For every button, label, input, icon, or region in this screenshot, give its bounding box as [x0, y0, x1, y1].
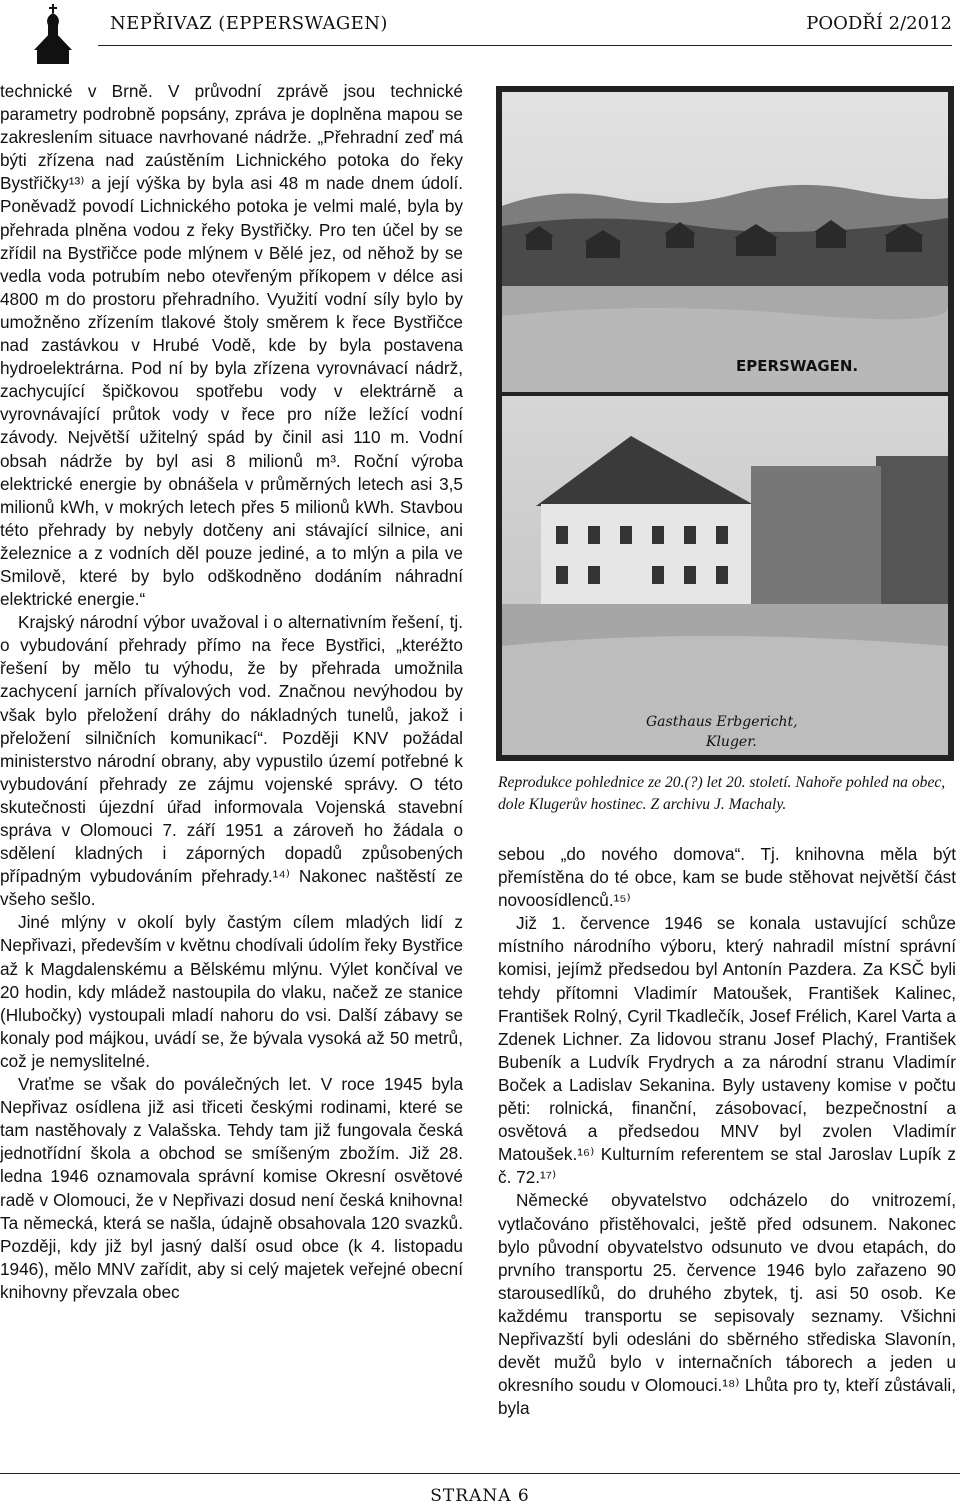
postcard-photo: [496, 86, 954, 761]
church-logo-icon: [30, 4, 76, 64]
paragraph: Vraťme se však do poválečných let. V roce 1945 byla Nepřivaz osídlena již asi třiceti českými rodinami, které se tam nastěhovaly z Valašska. Tehdy tam již fungovala česká jednotřídní škola a obchod se smíšeným zbožím. Již 28. ledna 1946 oznamovala správní komise Okresní osvětové radě v Olomouci, že v Nepřivazi dosud není česká knihovna! Ta německá, která se našla, údajně obsahovala 120 svazků. Později, kdy již byl jasný další osud obce (k 4. listopadu 1946), mělo MNV zařídit, aby si celý majetek veřejné obecní knihovny převzala obec: [0, 1074, 463, 1302]
header-title: NEPŘIVAZ (EPPERSWAGEN): [110, 13, 388, 34]
page-number: STRANA 6: [430, 1486, 530, 1506]
paragraph: sebou „do nového domova“. Tj. knihovna měla být přemístěna do té obce, kam se bude stěhovat největší část novoosídlenců.¹⁵⁾: [498, 844, 956, 911]
photo-caption: Reprodukce pohlednice ze 20.(?) let 20. století. Nahoře pohled na obec, dole Klugerův hostinec. Z archivu J. Machaly.: [498, 774, 946, 813]
header-issue: POODŘÍ 2/2012: [806, 13, 952, 34]
postcard-image: [496, 86, 954, 761]
paragraph: Jiné mlýny v okolí byly častým cílem mladých lidí z Nepřivazi, především v květnu chodívali údolím řeky Bystřice až k Magdalenskému a Bělskému mlýnu. Výlet končíval ve 20 hodin, kdy mládež nastoupila do vlaku, načež ze stanice (Hlubočky) vystoupali mladí nahoru do vsi. Další zábavy se konaly pod májkou, uvádí se, že bývala vysoká až 50 metrů, což je nemyslitelné.: [0, 912, 463, 1071]
paragraph: Německé obyvatelstvo odcházelo do vnitrozemí, vytlačováno přistěhovalci, ještě před odsunem. Nakonec bylo původní obyvatelstvo odsunuto ve dvou etapách, do prvního transportu 25. července 1946 bylo zařazeno 90 starousedlíků, do druhého zbytek, tj. asi 50 osob. Ke každému transportu se sepisovaly seznamy. Všichni Nepřivazští byli odesláni do sběrného střediska Slavonín, devět mužů bylo v internačních táborech a jeden u okresního soudu v Olomouci.¹⁸⁾ Lhůta pro ty, kteří zůstávali, byla: [498, 1190, 956, 1419]
postcard-bottom-label-1: Gasthaus Erbgericht,: [646, 714, 798, 730]
page-header: [0, 0, 960, 66]
footer-rule: [0, 1473, 960, 1474]
left-column: [0, 80, 463, 1304]
postcard-top-label: EPERSWAGEN.: [736, 357, 859, 375]
postcard-bottom-label-2: Kluger.: [706, 734, 757, 750]
paragraph: Krajský národní výbor uvažoval i o alternativním řešení, tj. o vybudování přehrady přímo na řece Bystřici, „kteréžto řešení by mělo tu výhodu, že by přehrada umožnila zachycení jarních přívalových vod. Značnou nevýhodou by však bylo přeložení dráhy do nákladných tunelů, jakož i přeložení silničních komunikací“. Později KNV požádal ministerstvo národní obrany, aby vypustilo území potřebné k vybudování přehrady ze zájmu vojenské správy. O této skutečnosti újezdní úřad informovala Vojenská stavební správa v Olomouci 7. září 1951 a zároveň ho žádala o sdělení kladných i záporných dopadů způsobených případným vybudováním přehrady.¹⁴⁾ Nakonec naštěstí ze všeho sešlo.: [0, 612, 463, 910]
right-column: [498, 843, 956, 1420]
header-rule: [98, 45, 952, 46]
paragraph: technické v Brně. V průvodní zprávě jsou technické parametry podrobně popsány, zpráva je doplněna mapou se zakreslením situace navrhované nádrže. „Přehradní zeď má býti zřízena nad zaústěním Lichnického potoka do řeky Bystřičky¹³⁾ a její výška by byla asi 48 m nade dnem údolí. Poněvadž povodí Lichnického potoka je velmi malé, byla by přehrada plněna vodou z řeky Bystřičky. Pro ten účel by se zřídil na Bystřičce pode mlýnem v Bělé jez, od něhož by se vedla voda potrubím nebo otevřeným příkopem v délce asi 4800 m do prostoru přehradního. Využití vodní síly bylo by umožněno zřízením tlakové štoly směrem k řece Bystřičce nad zastávkou v Hrubé Vodě, kde by byla postavena hydroelektrárna. Pod ní by byla zřízena vyrovnávací nádrž, zachycující špičkovou spotřebu vody v elektrárně a vyrovnávající průtok vody v řece pro níže ležící vodní závody. Největší užitelný spád by činil asi 110 m. Vodní obsah nádrže by byl asi 8 milionů m³. Roční výroba elektrické energie by obnášela v průměrných letech asi 3,5 milionů kWh, v mokrých letech přes 5 milionů kWh. Stavbou této přehrady by nebyly dotčeny ani stávající silnice, ani železnice a z vodních děl pouze jediné, a to mlýn a pila ve Smilově, které by bylo odškodněno dodáním náhradní elektrické energie.“: [0, 81, 463, 610]
paragraph: Již 1. července 1946 se konala ustavující schůze místního národního výboru, který nahradil místní správní komisi, jejímž předsedou byl Antonín Pazdera. Za KSČ byli tehdy přítomni Vladimír Matoušek, František Kalinec, František Rolný, Cyril Tkadlečík, Josef Frélich, Karel Varta a Zdenek Lichner. Za lidovou stranu Josef Plachý, František Bubeník a Ludvík Frydrych a za národní stranu Vladimír Boček a Ladislav Sekanina. Byly ustaveny komise v počtu pěti: rolnická, finanční, zásobovací, bezpečnostní a osvětová a předsedou MNV byl zvolen Vladimír Matoušek.¹⁶⁾ Kulturním referentem se stal Jaroslav Lupík z č. 72.¹⁷⁾: [498, 913, 956, 1188]
